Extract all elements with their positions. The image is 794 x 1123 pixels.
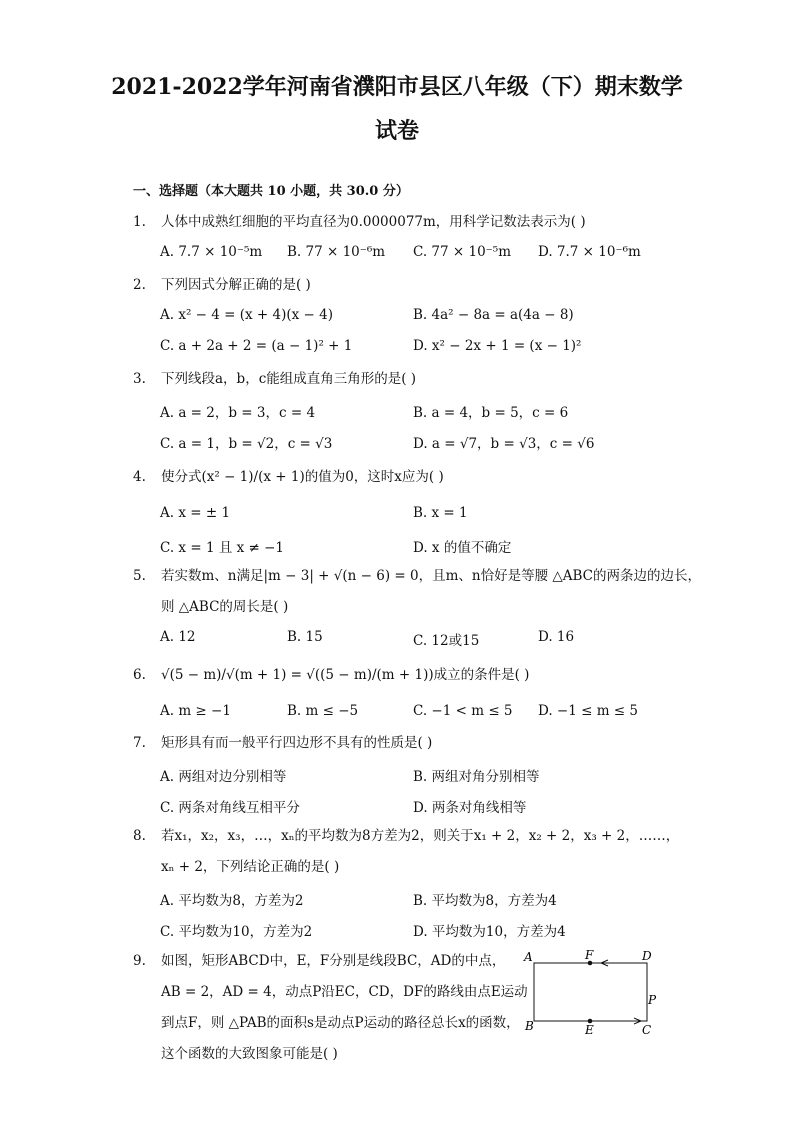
question-number: 6.: [133, 667, 146, 683]
option-c: C. a + 2a + 2 = (a − 1)² + 1: [160, 338, 353, 354]
option-a: A. a = 2，b = 3，c = 4: [160, 405, 316, 421]
question-stem: 下列线段a，b，c能组成直角三角形的是( ): [161, 371, 417, 387]
option-d: D. 16: [538, 629, 575, 645]
option-a: A. x² − 4 = (x + 4)(x − 4): [160, 307, 333, 323]
option-c: C. 两条对角线互相平分: [160, 800, 300, 816]
option-d: D. a = √7，b = √3，c = √6: [413, 436, 595, 452]
label-p: P: [648, 993, 657, 1007]
question-number: 5.: [133, 568, 146, 584]
question-number: 3.: [133, 371, 146, 387]
question-number: 8.: [133, 828, 146, 844]
page-title-line1: 2021-2022学年河南省濮阳市县区八年级（下）期末数学: [111, 74, 683, 100]
option-b: B. 两组对角分别相等: [413, 769, 540, 785]
option-d: D. x² − 2x + 1 = (x − 1)²: [413, 338, 582, 354]
option-d: D. −1 ≤ m ≤ 5: [538, 703, 639, 719]
label-a: A: [524, 950, 533, 964]
option-b: B. x = 1: [413, 505, 468, 521]
option-d: D. 两条对角线相等: [413, 800, 527, 816]
question-stem: 使分式(x² − 1)/(x + 1)的值为0，这时x应为( ): [161, 469, 444, 485]
label-c: C: [642, 1023, 652, 1037]
option-a: A. 平均数为8，方差为2: [160, 893, 304, 909]
question-stem: 下列因式分解正确的是( ): [161, 277, 311, 293]
option-a: A. x = ± 1: [160, 505, 231, 521]
option-d: D. 7.7 × 10⁻⁶m: [538, 244, 641, 260]
label-e: E: [585, 1023, 594, 1037]
question-stem: 如图，矩形ABCD中，E，F分别是线段BC，AD的中点，: [161, 953, 506, 969]
option-a: A. 7.7 × 10⁻⁵m: [160, 244, 263, 260]
label-f: F: [585, 948, 594, 962]
question-stem: 若实数m、n满足|m − 3| + √(n − 6) = 0，且m、n恰好是等腰 △ABC的两条边的边长，: [161, 568, 701, 584]
option-c: C. 12或15: [413, 633, 480, 649]
option-c: C. 平均数为10，方差为2: [160, 924, 313, 940]
question-number: 2.: [133, 277, 146, 293]
question-stem: 矩形具有而一般平行四边形不具有的性质是( ): [161, 735, 433, 751]
label-b: B: [525, 1019, 534, 1033]
section-heading: 一、选择题（本大题共 10 小题，共 30.0 分）: [133, 184, 409, 199]
question-number: 9.: [133, 953, 146, 969]
option-b: B. 15: [287, 629, 323, 645]
label-d: D: [642, 949, 652, 963]
option-c: C. 77 × 10⁻⁵m: [413, 244, 512, 260]
option-c: C. x = 1 且 x ≠ −1: [160, 540, 285, 556]
question-stem-cont: 这个函数的大致图象可能是( ): [161, 1046, 338, 1062]
question-stem: 人体中成熟红细胞的平均直径为0.0000077m，用科学记数法表示为( ): [161, 214, 586, 230]
option-a: A. 12: [160, 629, 196, 645]
question-stem-cont: xₙ + 2，下列结论正确的是( ): [161, 859, 340, 875]
rectangle-figure: [522, 948, 662, 1038]
option-b: B. 77 × 10⁻⁶m: [287, 244, 386, 260]
option-c: C. a = 1，b = √2，c = √3: [160, 436, 333, 452]
question-stem-cont: 则 △ABC的周长是( ): [161, 599, 289, 615]
option-c: C. −1 < m ≤ 5: [413, 703, 513, 719]
option-b: B. a = 4，b = 5，c = 6: [413, 405, 569, 421]
question-stem: 若x₁，x₂，x₃，…，xₙ的平均数为8方差为2，则关于x₁ + 2，x₂ + 2，x₃ + 2，……，: [161, 828, 680, 844]
option-a: A. 两组对边分别相等: [160, 769, 287, 785]
question-number: 4.: [133, 469, 146, 485]
option-a: A. m ≥ −1: [160, 703, 231, 719]
question-stem: √(5 − m)/√(m + 1) = √((5 − m)/(m + 1))成立的条件是( ): [161, 667, 530, 683]
question-stem-cont: 到点F，则 △PAB的面积s是动点P运动的路径总长x的函数，: [161, 1015, 520, 1031]
option-b: B. 4a² − 8a = a(4a − 8): [413, 307, 574, 323]
question-number: 7.: [133, 735, 146, 751]
option-d: D. 平均数为10，方差为4: [413, 924, 566, 940]
option-b: B. m ≤ −5: [287, 703, 359, 719]
question-stem-cont: AB = 2，AD = 4，动点P沿EC，CD，DF的路线由点E运动: [161, 984, 528, 1000]
question-number: 1.: [133, 214, 146, 230]
page-title-line2: 试卷: [374, 118, 419, 144]
option-d: D. x 的值不确定: [413, 540, 512, 556]
option-b: B. 平均数为8，方差为4: [413, 893, 557, 909]
